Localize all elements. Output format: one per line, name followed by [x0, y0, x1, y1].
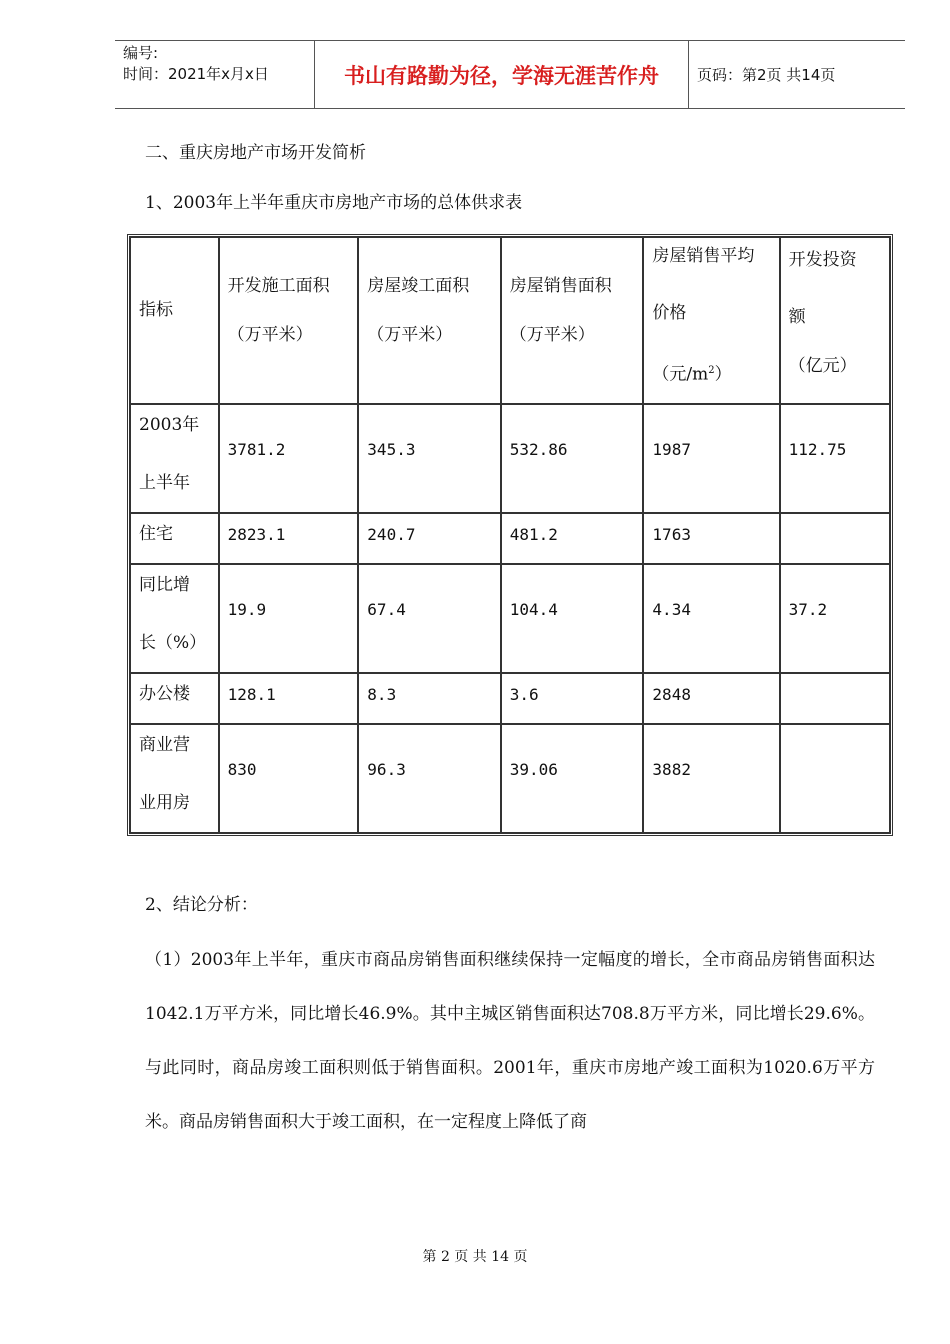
table-row: [130, 564, 890, 673]
column-header: 房屋竣工面积 （万平米）: [358, 237, 500, 404]
table-row: [130, 673, 890, 724]
body-paragraph: （1）2003年上半年，重庆市商品房销售面积继续保持一定幅度的增长，全市商品房销售面积达1042.1万平方米，同比增长46.9%。其中主城区销售面积达708.8万平方米，同比增长29.6%。与此同时，商品房竣工面积则低于销售面积。2001年，重庆市房地产竣工面积为1020.6万平方米。商品房销售面积大于竣工面积，在一定程度上降低了商: [145, 950, 875, 1132]
header-meta: [115, 41, 315, 108]
column-header: 开发施工面积 （万平米）: [219, 237, 359, 404]
section-heading: 二、重庆房地产市场开发简析: [145, 143, 366, 163]
table-cell: 3.6: [501, 673, 644, 724]
table-cell: 4.34: [643, 564, 779, 673]
table-cell: 8.3: [358, 673, 500, 724]
table-row: [130, 513, 890, 564]
page-header: [115, 40, 905, 109]
table-cell: 39.06: [501, 724, 644, 833]
table-cell: 481.2: [501, 513, 644, 564]
table-cell: 104.4: [501, 564, 644, 673]
table-cell: 3781.2: [219, 404, 359, 513]
header-motto: 书山有路勤为径，学海无涯苦作舟: [315, 41, 689, 108]
table-caption: 1、2003年上半年重庆市房地产市场的总体供求表: [145, 193, 523, 213]
table-cell: 532.86: [501, 404, 644, 513]
column-header: 房屋销售平均 价格 （元$/m^2$）: [643, 237, 779, 404]
table-cell: [780, 724, 890, 833]
table-cell: 67.4: [358, 564, 500, 673]
table-cell: 345.3: [358, 404, 500, 513]
conclusion-heading: 2、结论分析：: [145, 895, 258, 915]
table-cell: 19.9: [219, 564, 359, 673]
serial-label: 编号:: [123, 44, 159, 62]
table-cell: [780, 673, 890, 724]
supply-demand-table: [127, 234, 893, 836]
table-row: [130, 404, 890, 513]
table-cell: [780, 513, 890, 564]
column-header: 房屋销售面积 （万平米）: [501, 237, 644, 404]
table-cell: 1763: [643, 513, 779, 564]
table-cell: 128.1: [219, 673, 359, 724]
page-footer: 第 2 页 共 14 页: [422, 1249, 528, 1265]
table-cell: 240.7: [358, 513, 500, 564]
table-cell: 3882: [643, 724, 779, 833]
column-header: 指标: [130, 237, 219, 404]
table-cell: 2848: [643, 673, 779, 724]
table-cell: 112.75: [780, 404, 890, 513]
time-label: 时间：2021年x月x日: [123, 65, 269, 83]
row-label: 商业营 业用房: [130, 724, 219, 833]
row-label: 办公楼: [130, 673, 219, 724]
row-label: 2003年 上半年: [130, 404, 219, 513]
table-cell: 2823.1: [219, 513, 359, 564]
header-page-label: 页码：第2页 共14页: [697, 66, 836, 84]
column-header: 开发投资 额 （亿元）: [780, 237, 890, 404]
table-cell: 96.3: [358, 724, 500, 833]
table-cell: 1987: [643, 404, 779, 513]
table-cell: 37.2: [780, 564, 890, 673]
table-cell: 830: [219, 724, 359, 833]
table-row: [130, 724, 890, 833]
row-label: 同比增 长（%）: [130, 564, 219, 673]
table-header-row: [130, 237, 890, 404]
row-label: 住宅: [130, 513, 219, 564]
